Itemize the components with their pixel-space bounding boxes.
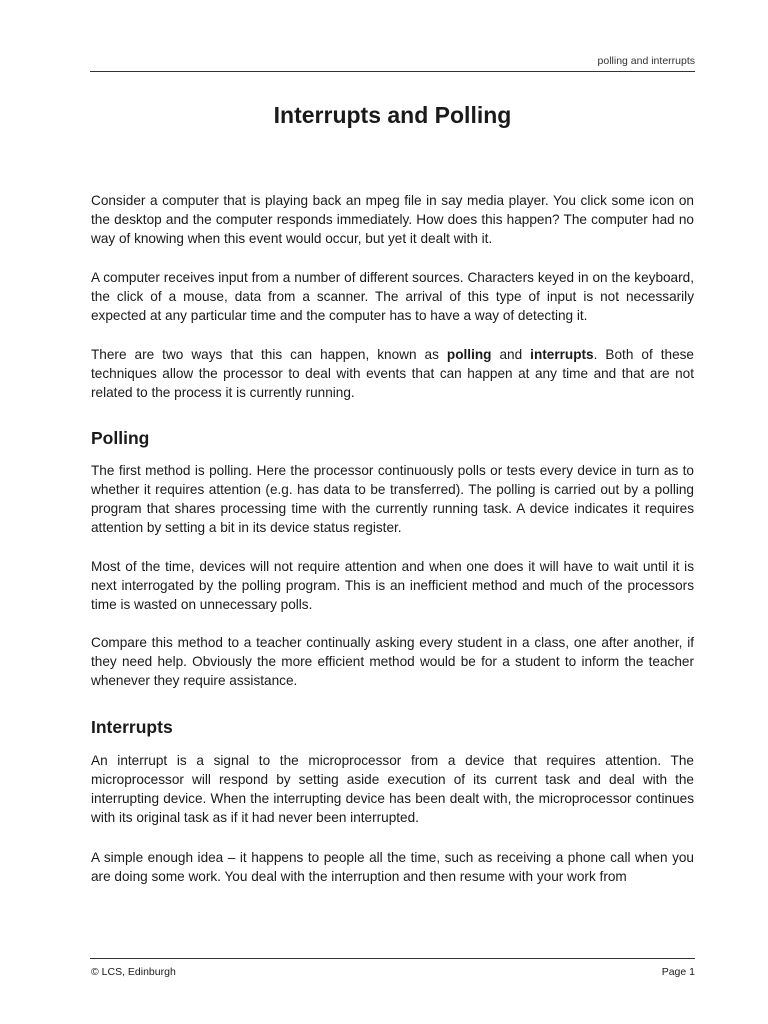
section-heading-polling: Polling — [91, 428, 150, 448]
polling-paragraph-3: Compare this method to a teacher continually asking every student in a class, one after another, if they need help. Obviously the more efficient method would be for a student to inform the teacher whenever they require assistance. — [91, 635, 694, 688]
polling-paragraph-1: The first method is polling. Here the processor continuously polls or tests every device in turn as to whether it requires attention (e.g. has data to be transferred). The polling is carried out by a polling program that shares processing time with the currently running task. A device indicates it requires attention by setting a bit in its device status register. — [91, 463, 694, 535]
term-interrupts: interrupts — [530, 347, 594, 362]
page-header — [90, 54, 695, 72]
page-footer — [90, 958, 695, 985]
intro-p3-and: and — [491, 347, 531, 362]
intro-p3-end: . Both of these techniques allow the processor to deal with events that can happen at any time and that are not related to the process it is currently running. — [91, 347, 694, 400]
page-title: Interrupts and Polling — [273, 102, 512, 128]
intro-p3-start: There are two ways that this can happen, known as — [91, 347, 447, 362]
term-polling: polling — [446, 347, 492, 362]
interrupts-paragraph-2: A simple enough idea – it happens to people all the time, such as receiving a phone call when you are doing some work. You deal with the interruption and then resume with your work from — [91, 850, 694, 884]
polling-paragraph-2: Most of the time, devices will not require attention and when one does it will have to wait until it is next interrogated by the polling program. This is an inefficient method and much of the processors time is wasted on unnecessary polls. — [91, 559, 694, 612]
intro-paragraph-2: A computer receives input from a number of different sources. Characters keyed in on the keyboard, the click of a mouse, data from a scanner. The arrival of this type of input is not necessarily expected at any particular time and the computer has to have a way of detecting it. — [91, 270, 694, 323]
section-heading-interrupts: Interrupts — [91, 717, 173, 737]
page-number: Page 1 — [661, 966, 695, 978]
running-title: polling and interrupts — [597, 55, 695, 67]
interrupts-paragraph-1: An interrupt is a signal to the microprocessor from a device that requires attention. The microprocessor will respond by setting aside execution of its current task and deal with the interrupting device. When the interrupting device has been dealt with, the microprocessor continues with its original task as if it had never been interrupted. — [91, 753, 694, 825]
intro-paragraph-1: Consider a computer that is playing back an mpeg file in say media player. You click some icon on the desktop and the computer responds immediately. How does this happen? The computer had no way of knowing when this event would occur, but yet it dealt with it. — [91, 193, 694, 246]
copyright-text: © LCS, Edinburgh — [91, 966, 176, 978]
intro-paragraph-3 — [91, 345, 694, 402]
